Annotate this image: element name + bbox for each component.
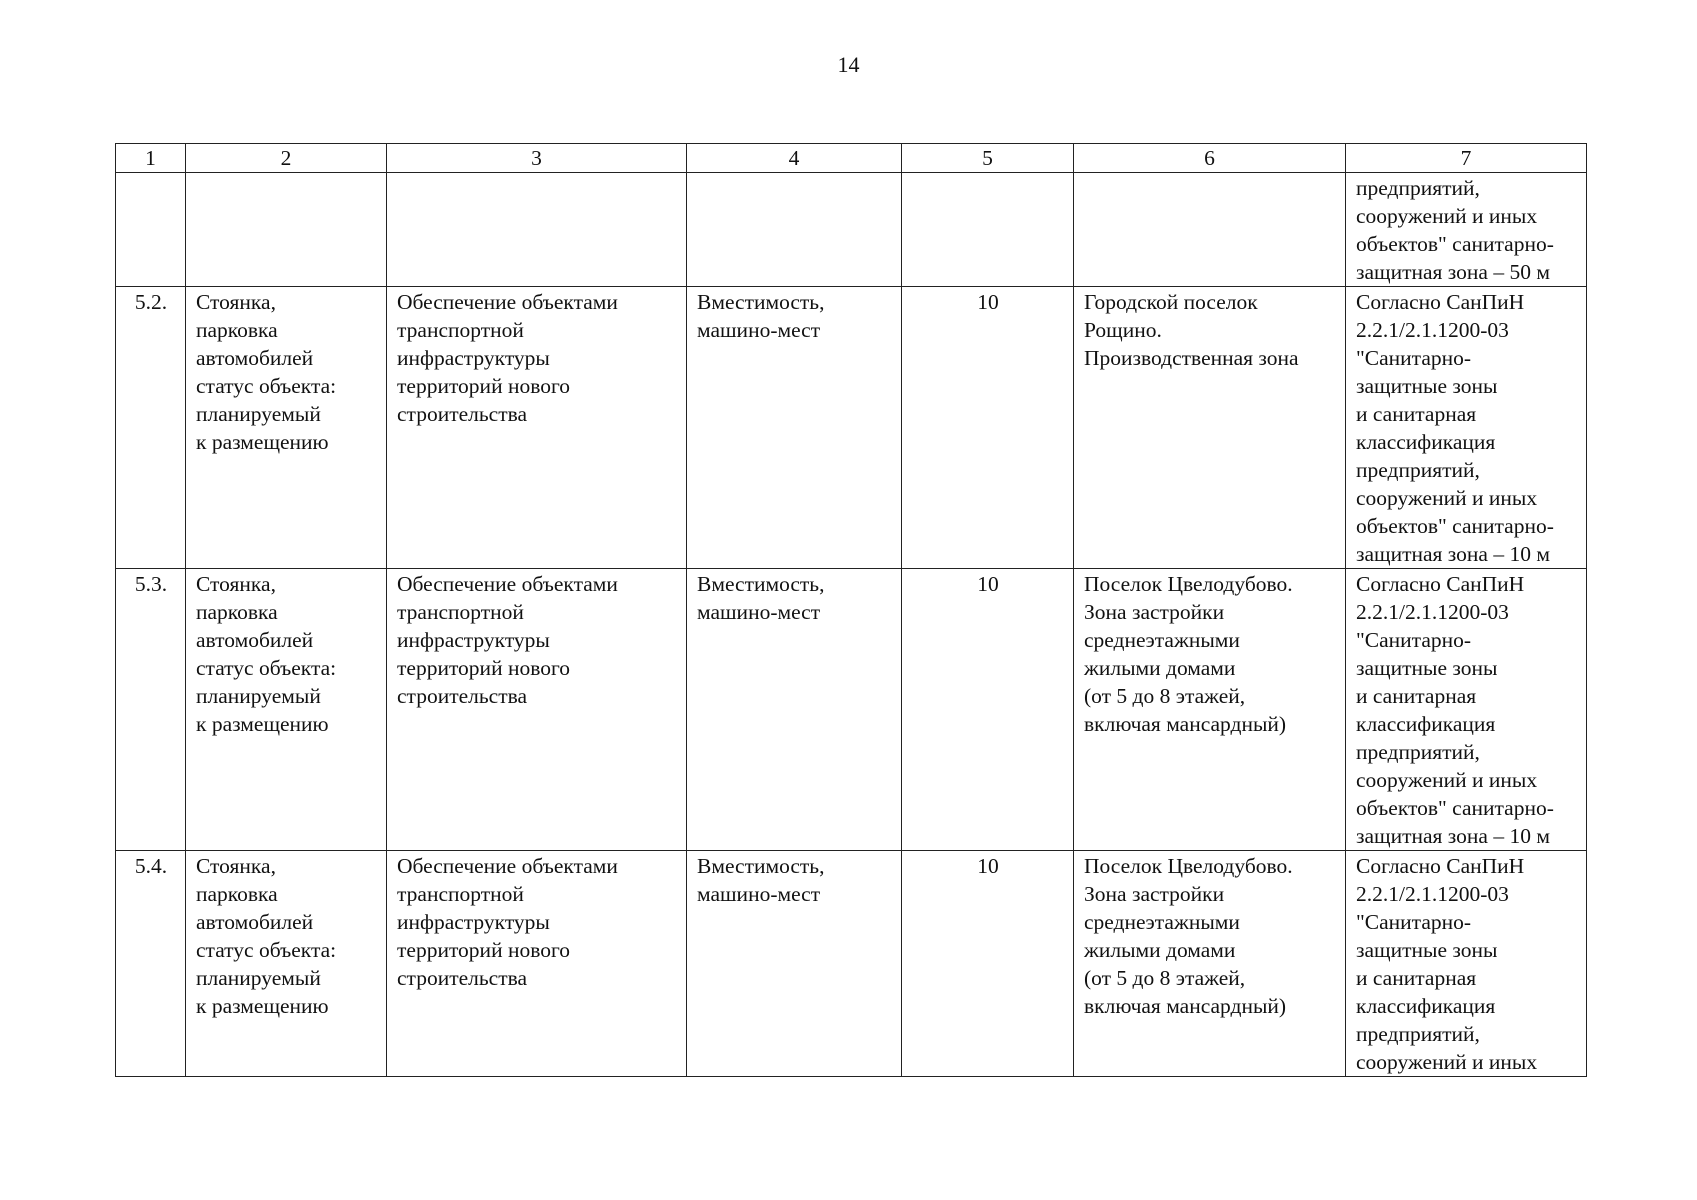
- page-number: 14: [837, 52, 860, 77]
- zone-cell: Согласно СанПиН 2.2.1/2.1.1200-03 "Санитарно- защитные зоны и санитарная классификация предприятий, сооружений и иных: [1346, 851, 1587, 1077]
- table-row: [116, 173, 1587, 287]
- column-header: 5: [902, 144, 1074, 173]
- value-cell: 10: [902, 569, 1074, 851]
- table-row: [116, 287, 1587, 569]
- location-cell: Городской поселок Рощино. Производственная зона: [1074, 287, 1346, 569]
- column-header: 3: [387, 144, 687, 173]
- zone-cell: Согласно СанПиН 2.2.1/2.1.1200-03 "Санитарно- защитные зоны и санитарная классификация предприятий, сооружений и иных объектов" санитарно- защитная зона – 10 м: [1346, 569, 1587, 851]
- column-header: 6: [1074, 144, 1346, 173]
- characteristic-cell: Вместимость, машино-мест: [687, 851, 902, 1077]
- object-name-cell: [186, 173, 387, 287]
- purpose-cell: Обеспечение объектами транспортной инфраструктуры территорий нового строительства: [387, 287, 687, 569]
- row-number-cell: [116, 173, 186, 287]
- column-header: 1: [116, 144, 186, 173]
- characteristic-cell: Вместимость, машино-мест: [687, 569, 902, 851]
- purpose-cell: Обеспечение объектами транспортной инфраструктуры территорий нового строительства: [387, 851, 687, 1077]
- value-cell: 10: [902, 851, 1074, 1077]
- table-header-row: [116, 144, 1587, 173]
- object-name-cell: Стоянка, парковка автомобилей статус объекта: планируемый к размещению: [186, 569, 387, 851]
- row-number-cell: 5.4.: [116, 851, 186, 1077]
- object-name-cell: Стоянка, парковка автомобилей статус объекта: планируемый к размещению: [186, 851, 387, 1077]
- location-cell: Поселок Цвелодубово. Зона застройки среднеэтажными жилыми домами (от 5 до 8 этажей, включая мансардный): [1074, 569, 1346, 851]
- column-header: 7: [1346, 144, 1587, 173]
- location-cell: Поселок Цвелодубово. Зона застройки среднеэтажными жилыми домами (от 5 до 8 этажей, включая мансардный): [1074, 851, 1346, 1077]
- column-header: 2: [186, 144, 387, 173]
- object-name-cell: Стоянка, парковка автомобилей статус объекта: планируемый к размещению: [186, 287, 387, 569]
- location-cell: [1074, 173, 1346, 287]
- characteristic-cell: Вместимость, машино-мест: [687, 287, 902, 569]
- column-header: 4: [687, 144, 902, 173]
- row-number-cell: 5.3.: [116, 569, 186, 851]
- table-row: [116, 569, 1587, 851]
- zone-cell: Согласно СанПиН 2.2.1/2.1.1200-03 "Санитарно- защитные зоны и санитарная классификация предприятий, сооружений и иных объектов" санитарно- защитная зона – 10 м: [1346, 287, 1587, 569]
- zone-cell: предприятий, сооружений и иных объектов" санитарно- защитная зона – 50 м: [1346, 173, 1587, 287]
- table-row: [116, 851, 1587, 1077]
- row-number-cell: 5.2.: [116, 287, 186, 569]
- purpose-cell: Обеспечение объектами транспортной инфраструктуры территорий нового строительства: [387, 569, 687, 851]
- value-cell: 10: [902, 287, 1074, 569]
- characteristic-cell: [687, 173, 902, 287]
- value-cell: [902, 173, 1074, 287]
- objects-table: [115, 143, 1587, 1077]
- purpose-cell: [387, 173, 687, 287]
